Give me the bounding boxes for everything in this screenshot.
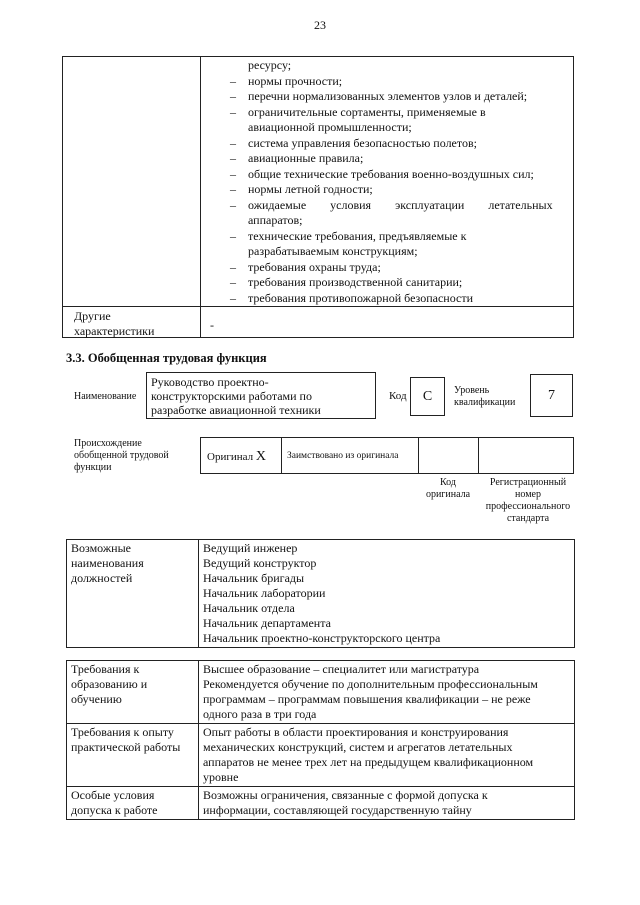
origin-label: Происхождение обобщенной трудовой функции: [74, 438, 169, 473]
education-requirements-row: [67, 661, 575, 724]
original-cell: Оригинал X: [207, 449, 266, 464]
job-title: Начальник бригады: [203, 571, 305, 585]
code-original-caption: Код оригинала: [425, 477, 471, 500]
code-label: Код: [389, 390, 407, 402]
job-title: Ведущий инженер: [203, 541, 298, 555]
other-characteristics-label: Другие характеристики: [74, 309, 155, 338]
special-conditions-label: Особые условия допуска к работе: [67, 787, 199, 820]
requirements-continuation-table: ресурсу; – нормы прочности; – перечни нормализованных элементов узлов и деталей; – ограничительные сортаменты, применяемые в авиационной промышленности; – система управления безопасностью полетов; – авиационные правила; – общие технические требования военно-воздушных сил; – нормы летной годности; – ожидаемые условия эксплуатации летательных аппаратов; – технические требования, предъявляемые к разрабатываемым конструкциям; – требования охраны труда; – требования производственной санитарии; – требования противопожарной безопасности Другие характеристики -: [62, 56, 574, 338]
job-titles-label: Возможные наименования должностей: [67, 540, 199, 648]
qualification-level-label: Уровень квалификации: [454, 385, 516, 408]
borrowed-cell: Заимствовано из оригинала: [287, 451, 399, 461]
experience-label: Требования к опыту практической работы: [67, 724, 199, 787]
registration-number-caption: Регистрационный номер профессионального стандарта: [485, 477, 571, 524]
other-characteristics-value: -: [210, 318, 214, 332]
code-value: C: [410, 377, 445, 416]
origin-table: [200, 437, 574, 474]
name-label: Наименование: [74, 391, 137, 402]
job-titles-list: [199, 540, 575, 648]
special-conditions-value: Возможны ограничения, связанные с формой допуска к информации, составляющей государственную тайну: [199, 787, 575, 820]
job-title: Начальник лаборатории: [203, 586, 326, 600]
job-title: Начальник департамента: [203, 616, 331, 630]
education-value: Высшее образование – специалитет или магистратура Рекомендуется обучение по дополнительным профессиональным программам – программам повышения квалификации – не реже одного раза в три года: [199, 661, 575, 724]
experience-requirements-row: [67, 724, 575, 787]
job-title: Начальник проектно-конструкторского центра: [203, 631, 441, 645]
experience-value: Опыт работы в области проектирования и конструирования механических конструкций, систем и агрегатов летательных аппаратов не менее трех лет на предыдущем квалификационном уровне: [199, 724, 575, 787]
original-mark: X: [255, 449, 266, 464]
requirements-table: [66, 660, 575, 820]
section-title: 3.3. Обобщенная трудовая функция: [66, 351, 267, 365]
job-title: Ведущий конструктор: [203, 556, 317, 570]
special-conditions-row: [67, 787, 575, 820]
job-titles-table: [66, 539, 575, 648]
education-label: Требования к образованию и обучению: [67, 661, 199, 724]
job-title: Начальник отдела: [203, 601, 295, 615]
qualification-level-value: 7: [530, 374, 573, 417]
function-name-box: Руководство проектно- конструкторскими работами по разработке авиационной техники: [146, 372, 376, 419]
page-number: 23: [314, 18, 326, 32]
